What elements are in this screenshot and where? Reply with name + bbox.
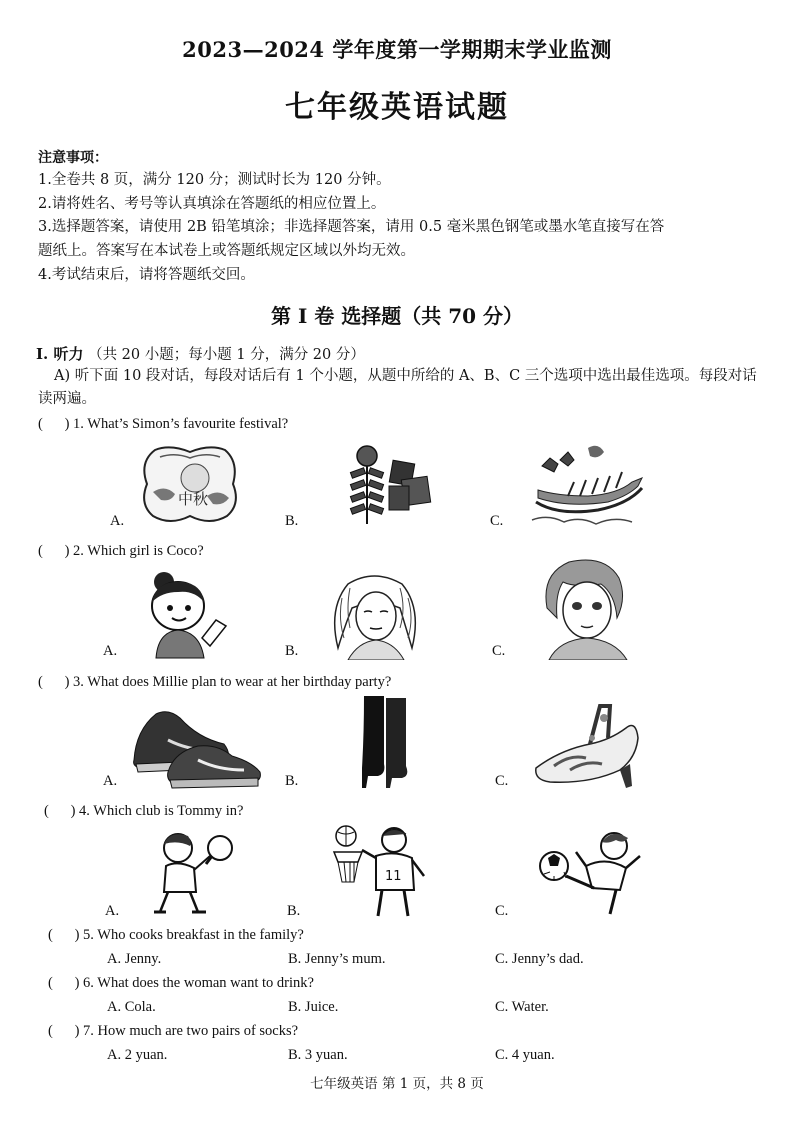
answer-blank[interactable]: ( ) <box>48 927 80 943</box>
option-c[interactable]: C. Jenny’s dad. <box>495 951 584 967</box>
question-text: 5. Who cooks breakfast in the family? <box>83 927 304 943</box>
option-c[interactable]: C. 4 yuan. <box>495 1047 555 1063</box>
sneakers-icon <box>128 700 268 790</box>
option-b[interactable]: B. Juice. <box>288 999 339 1015</box>
notice-item: 2.请将姓名、考号等认真填涂在答题纸的相应位置上。 <box>38 196 386 212</box>
sandals-icon <box>530 698 645 788</box>
answer-blank[interactable]: ( ) <box>48 1023 80 1039</box>
question-text: 6. What does the woman want to drink? <box>83 975 314 991</box>
basketball-player-icon <box>332 822 432 920</box>
listening-instruction: A) 听下面 10 段对话，每段对话后有 1 个小题，从题中所给的 A、B、C 三个选项中选出最佳选项。每段对话读两遍。 <box>38 368 757 407</box>
question-text: 2. Which girl is Coco? <box>73 543 204 559</box>
boots-icon <box>358 694 413 790</box>
part-heading <box>36 343 365 364</box>
notice-heading: 注意事项： <box>38 150 108 166</box>
girl-long-curly-hair-icon <box>328 568 423 660</box>
question-text: 1. What’s Simon’s favourite festival? <box>73 416 289 432</box>
question-text: 7. How much are two pairs of socks? <box>83 1023 299 1039</box>
answer-blank[interactable]: ( ) <box>38 416 70 432</box>
mooncake-festival-icon <box>135 442 245 526</box>
ping-pong-player-icon <box>148 826 240 916</box>
option-a[interactable]: A. Cola. <box>107 999 156 1015</box>
notice-item: 题纸上。答案写在本试卷上或答题纸规定区域以外均无效。 <box>38 243 415 259</box>
option-a[interactable]: A. <box>110 513 125 529</box>
option-b[interactable]: B. <box>285 643 299 659</box>
option-b[interactable]: B. <box>285 773 299 789</box>
option-b[interactable]: B. 3 yuan. <box>288 1047 348 1063</box>
answer-blank[interactable]: ( ) <box>38 674 70 690</box>
option-a[interactable]: A. <box>103 643 118 659</box>
mooncake-text: 中秋 <box>178 490 209 508</box>
question-3 <box>38 674 391 691</box>
question-2 <box>38 543 204 560</box>
page-footer: 七年级英语 第 1 页，共 8 页 <box>310 1076 484 1092</box>
option-a[interactable]: A. Jenny. <box>107 951 162 967</box>
answer-blank[interactable]: ( ) <box>48 975 80 991</box>
question-5 <box>48 927 304 944</box>
question-7 <box>48 1023 298 1040</box>
football-player-icon <box>536 826 646 918</box>
part-note: （共 20 小题；每小题 1 分，满分 20 分） <box>88 347 365 363</box>
part-label: I. 听力 <box>36 345 84 363</box>
option-a[interactable]: A. <box>103 773 118 789</box>
exam-title: 2023—2024 学年度第一学期期末学业监测 <box>182 37 612 62</box>
section-title: 第 I 卷 选择题（共 70 分） <box>270 304 523 328</box>
exam-subtitle: 七年级英语试题 <box>285 90 509 125</box>
notice-item: 4.考试结束后，请将答题纸交回。 <box>38 267 255 283</box>
answer-blank[interactable]: ( ) <box>44 803 76 819</box>
question-text: 4. Which club is Tommy in? <box>79 803 244 819</box>
option-b[interactable]: B. <box>285 513 299 529</box>
question-1 <box>38 416 288 433</box>
option-c[interactable]: C. <box>492 643 506 659</box>
option-c[interactable]: C. Water. <box>495 999 549 1015</box>
option-b[interactable]: B. <box>287 903 301 919</box>
option-c[interactable]: C. <box>495 903 509 919</box>
option-a[interactable]: A. 2 yuan. <box>107 1047 168 1063</box>
question-text: 3. What does Millie plan to wear at her birthday party? <box>73 674 392 690</box>
option-a[interactable]: A. <box>105 903 120 919</box>
dragon-boat-icon <box>528 438 648 530</box>
answer-blank[interactable]: ( ) <box>38 543 70 559</box>
option-c[interactable]: C. <box>495 773 509 789</box>
question-6 <box>48 975 314 992</box>
jersey-number: 11 <box>385 869 402 884</box>
question-4 <box>44 803 243 820</box>
girl-ponytail-icon <box>138 568 230 660</box>
notice-item: 3.选择题答案，请使用 2B 铅笔填涂；非选择题答案，请用 0.5 毫米黑色钢笔或墨水笔直接写在答 <box>38 219 665 235</box>
firecrackers-spring-festival-icon <box>343 442 438 530</box>
notice-item: 1.全卷共 8 页，满分 120 分；测试时长为 120 分钟。 <box>38 172 391 188</box>
girl-short-hair-icon <box>535 554 630 660</box>
option-c[interactable]: C. <box>490 513 504 529</box>
option-b[interactable]: B. Jenny’s mum. <box>288 951 386 967</box>
